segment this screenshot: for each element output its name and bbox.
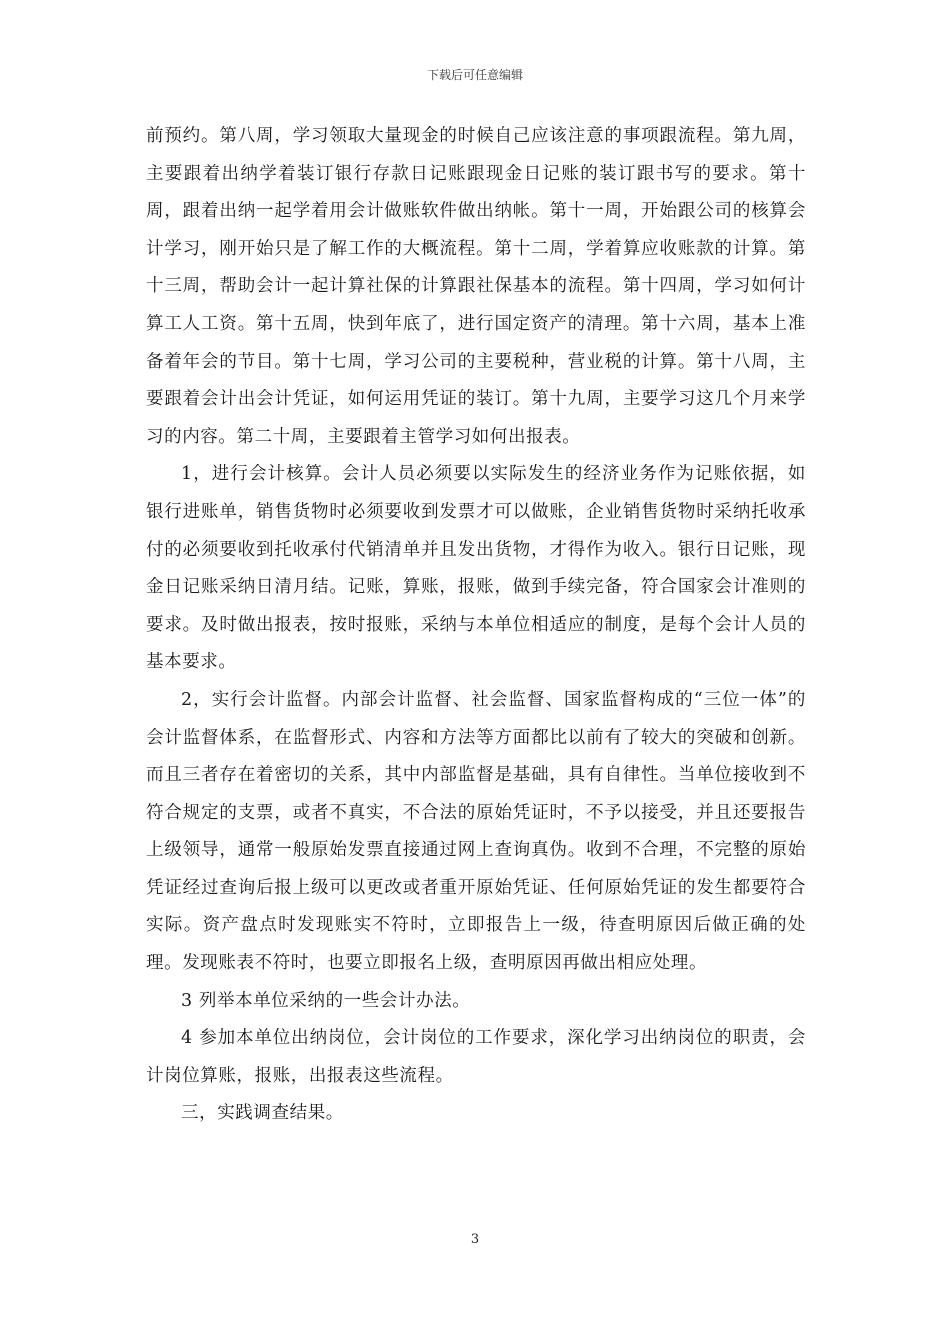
paragraph-weekly-log: 前预约。第八周，学习领取大量现金的时候自己应该注意的事项跟流程。第九周，主要跟着出纳学着装订银行存款日记账跟现金日记账的装订跟书写的要求。第十周，跟着出纳一起学着用会计做账软件做出纳帐。第十一周，开始跟公司的核算会计学习，刚开始只是了解工作的大概流程。第十二周，学着算应收账款的计算。第十三周，帮助会计一起计算社保的计算跟社保基本的流程。第十四周，学习如何计算工人工资。第十五周，快到年底了，进行国定资产的清理。第十六周，基本上准备着年会的节目。第十七周，学习公司的主要税种，营业税的计算。第十八周，主要跟着会计出会计凭证，如何运用凭证的装订。第十九周，主要学习这几个月来学习的内容。第二十周，主要跟着主管学习如何出报表。 — [146, 126, 806, 447]
paragraph-accounting-supervision: 2，实行会计监督。内部会计监督、社会监督、国家监督构成的“三位一体”的会计监督体系，在监督形式、内容和方法等方面都比以前有了较大的突破和创新。而且三者存在着密切的关系，其中内部监督是基础，具有自律性。当单位接收到不符合规定的支票，或者不真实，不合法的原始凭证时，不予以接受，并且还要报告上级领导，通常一般原始发票直接通过网上查询真伪。收到不合理，不完整的原始凭证经过查询后报上级可以更改或者重开原始凭证、任何原始凭证的发生都要符合实际。资产盘点时发现账实不符时，立即报告上一级，待查明原因后做正确的处理。发现账表不符时，也要立即报名上级，查明原因再做出相应处理。 — [146, 689, 806, 974]
document-body — [146, 118, 806, 1133]
section-heading-results: 三，实践调查结果。 — [181, 1103, 344, 1124]
paragraph-cashier-post: 4 参加本单位出纳岗位，会计岗位的工作要求，深化学习出纳岗位的职责，会计岗位算账，报账，出报表这些流程。 — [146, 1028, 806, 1086]
page-header: 下载后可任意编辑 — [426, 68, 523, 82]
paragraph-accounting-calc: 1，进行会计核算。会计人员必须要以实际发生的经济业务作为记账依据，如银行进账单，销售货物时必须要收到发票才可以做账，企业销售货物时采纳托收承付的必须要收到托收承付代销清单并且发出货物，才得作为收入。银行日记账，现金日记账采纳日清月结。记账，算账，报账，做到手续完备，符合国家会计准则的要求。及时做出报表，按时报账，采纳与本单位相适应的制度，是每个会计人员的基本要求。 — [146, 464, 806, 673]
paragraph-accounting-methods: 3 列举本单位采纳的一些会计办法。 — [181, 990, 471, 1011]
page-number: 3 — [470, 1232, 480, 1247]
